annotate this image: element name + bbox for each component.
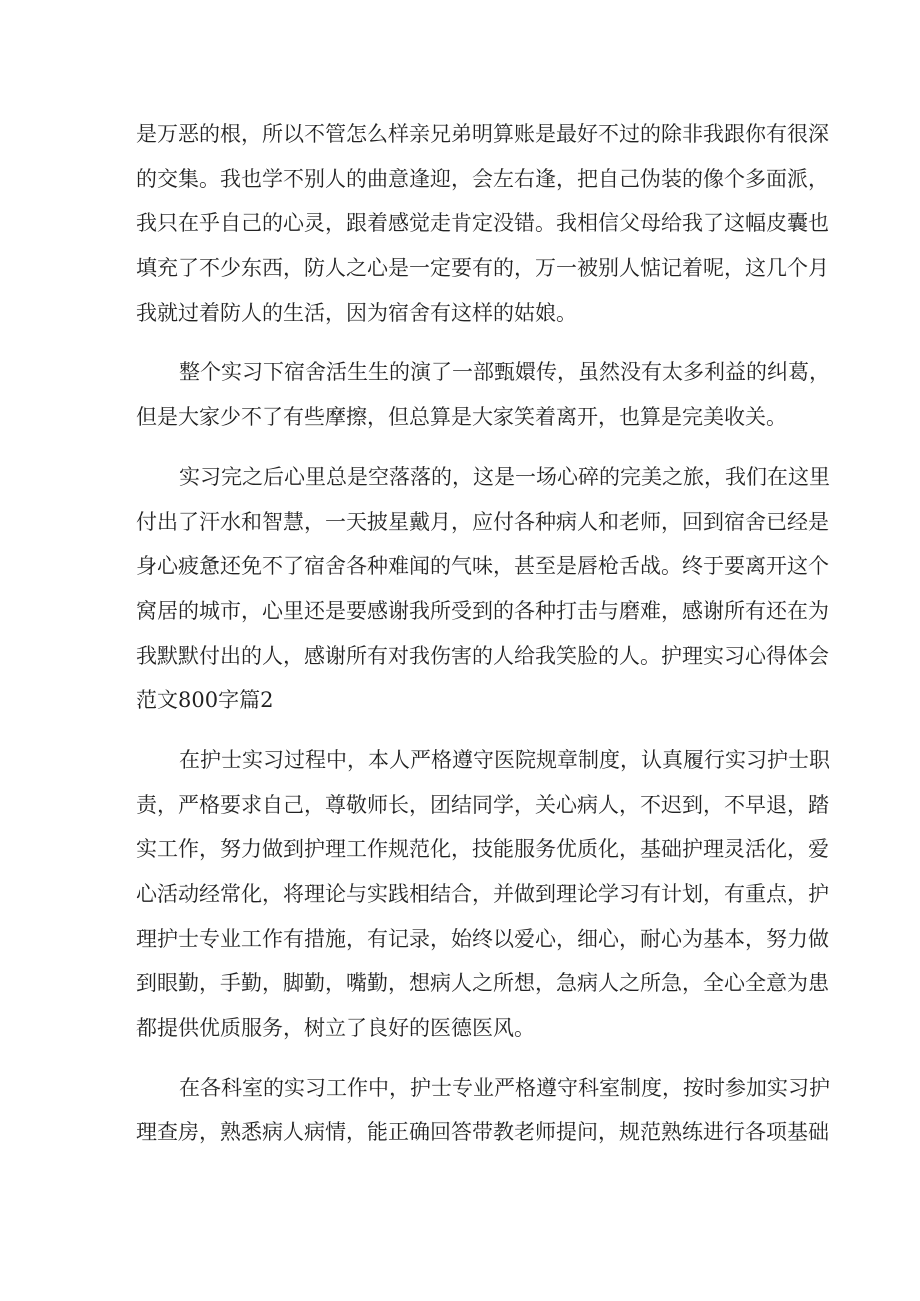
document-body	[136, 112, 830, 1155]
text-line: 心活动经常化，将理论与实践相结合，并做到理论学习有计划，有重点，护	[136, 882, 829, 906]
text-line: 但是大家少不了有些摩擦，但总算是大家笑着离开，也算是完美收关。	[136, 405, 787, 430]
text-line: 理查房，熟悉病人病情，能正确回答带教老师提问，规范熟练进行各项基础	[136, 1120, 829, 1145]
text-line: 我只在乎自己的心灵，跟着感觉走肯定没错。我相信父母给我了这幅皮囊也	[136, 211, 829, 236]
text-line: 身心疲惫还免不了宿舍各种难闻的气味，甚至是唇枪舌战。终于要离开这个	[136, 554, 829, 579]
text-line: 我默默付出的人，感谢所有对我伤害的人给我笑脸的人。护理实习心得体会	[136, 643, 829, 668]
text-line: 在各科室的实习工作中，护士专业严格遵守科室制度，按时参加实习护	[179, 1075, 830, 1100]
text-line: 实工作，努力做到护理工作规范化，技能服务优质化，基础护理灵活化，爱	[136, 837, 829, 862]
paragraph	[136, 1066, 830, 1155]
paragraph	[136, 112, 829, 335]
text-line: 的交集。我也学不别人的曲意逢迎，会左右逢，把自己伪装的像个多面派，	[136, 166, 829, 191]
text-line: 范文800字篇2	[136, 688, 274, 713]
text-line: 实习完之后心里总是空落落的，这是一场心碎的完美之旅，我们在这里	[179, 464, 830, 489]
text-line: 责，严格要求自己，尊敬师长，团结同学，关心病人，不迟到，不早退，踏	[136, 792, 829, 817]
text-line: 我就过着防人的生活，因为宿舍有这样的姑娘。	[136, 300, 577, 325]
text-line: 窝居的城市，心里还是要感谢我所受到的各种打击与磨难，感谢所有还在为	[136, 598, 829, 623]
text-line: 付出了汗水和智慧，一天披星戴月，应付各种病人和老师，回到宿舍已经是	[136, 509, 829, 534]
paragraph	[136, 455, 830, 723]
text-line: 填充了不少东西，防人之心是一定要有的，万一被别人惦记着呢，这几个月	[136, 256, 829, 281]
text-line: 整个实习下宿舍活生生的演了一部甄嬛传，虽然没有太多利益的纠葛，	[179, 360, 830, 385]
paragraph	[136, 738, 830, 1051]
text-line: 在护士实习过程中，本人严格遵守医院规章制度，认真履行实习护士职	[179, 747, 830, 772]
text-line: 是万恶的根，所以不管怎么样亲兄弟明算账是最好不过的除非我跟你有很深	[136, 122, 829, 146]
text-line: 理护士专业工作有措施，有记录，始终以爱心，细心，耐心为基本，努力做	[136, 926, 829, 951]
text-line: 都提供优质服务，树立了良好的医德医风。	[136, 1016, 535, 1041]
paragraph	[136, 350, 830, 439]
text-line: 到眼勤，手勤，脚勤，嘴勤，想病人之所想，急病人之所急，全心全意为患	[136, 971, 829, 996]
